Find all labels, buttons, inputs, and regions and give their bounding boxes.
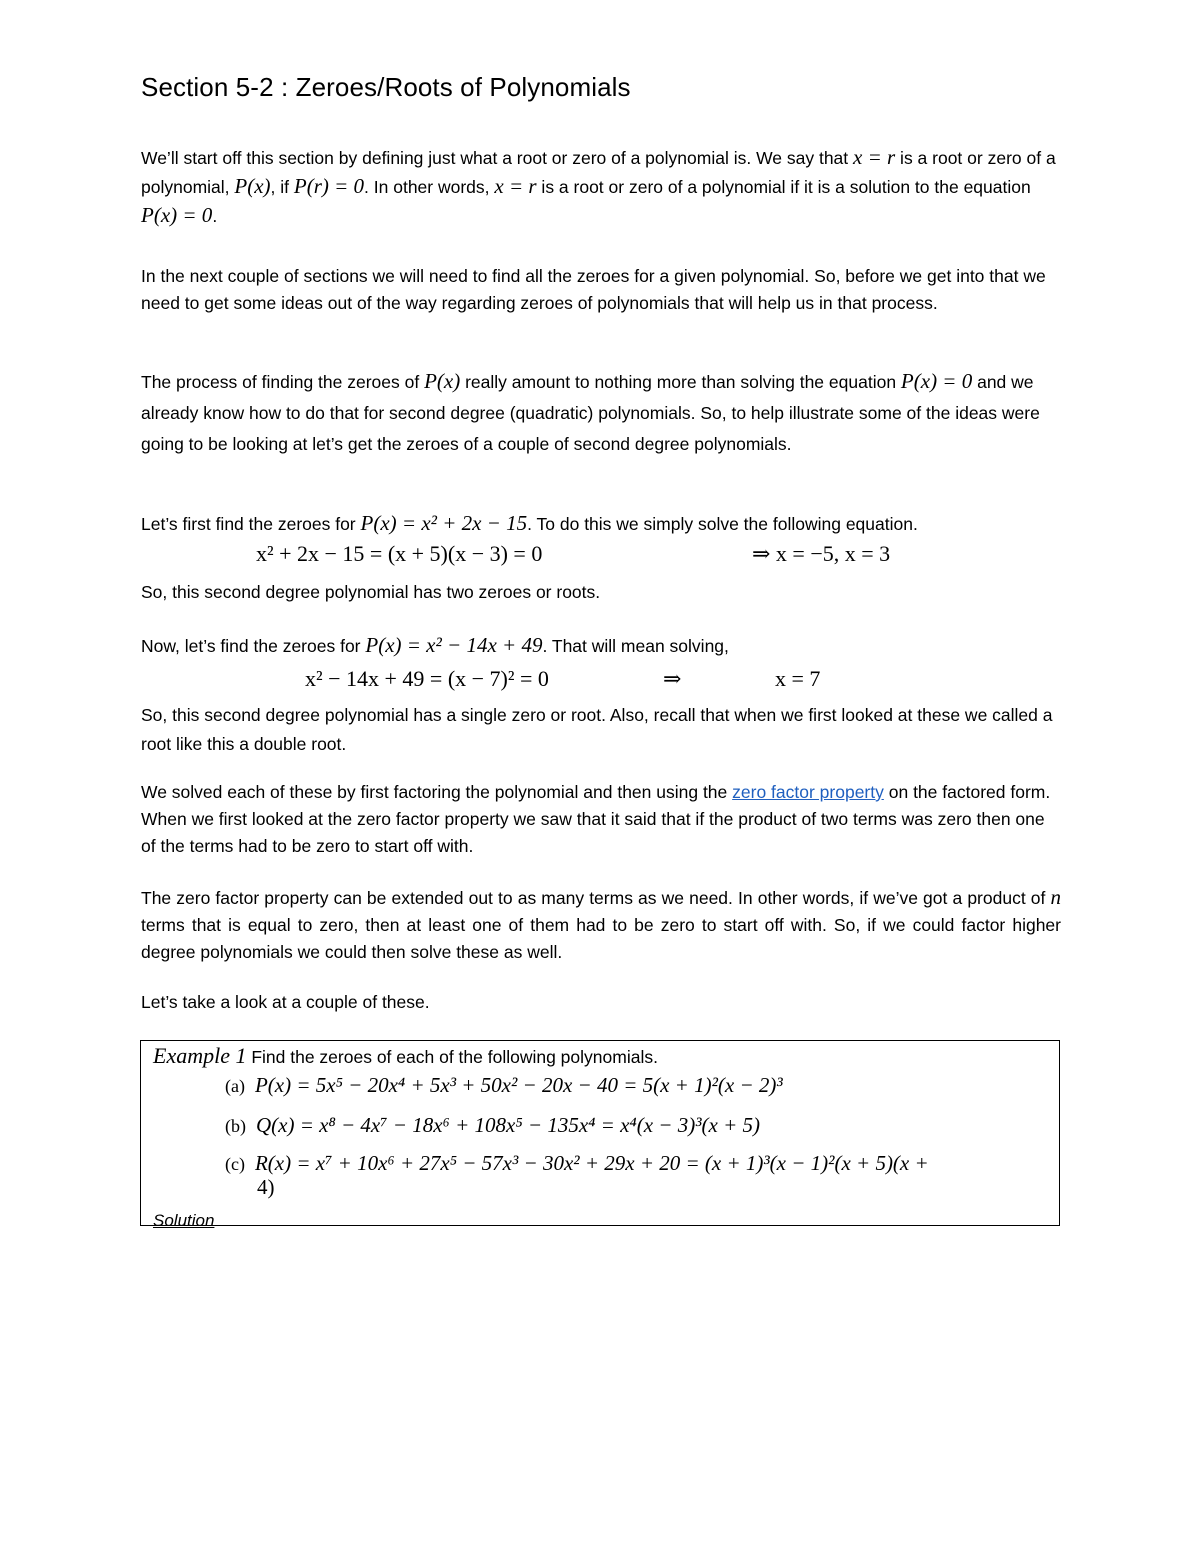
- equation-1-right: ⇒ x = −5, x = 3: [752, 541, 891, 566]
- text: The zero factor property can be extended out to as many terms as we need. In other words, if we’ve got a product of: [141, 888, 1051, 908]
- example-box: [140, 1040, 1060, 1230]
- text: . In other words,: [364, 177, 495, 197]
- paragraph-double-root: So, this second degree polynomial has a single zero or root. Also, recall that when we first looked at these we called a root like this a double root.: [141, 705, 1053, 754]
- text: is a root or zero of a polynomial,: [141, 148, 1056, 197]
- part-tag: (a): [225, 1076, 245, 1096]
- equation-2-arrow: ⇒: [663, 666, 682, 691]
- example-part-c: [225, 1151, 929, 1176]
- text: terms that is equal to zero, then at least one of them had to be zero to start off with. So, if we could factor higher degree polynomials we could then solve these as well.: [141, 915, 1061, 962]
- text: We’ll start off this section by defining just what a root or zero of a polynomial is. We say that: [141, 148, 854, 168]
- equation-2-left: x² − 14x + 49 = (x − 7)² = 0: [305, 666, 549, 691]
- math-inline: x = r: [853, 145, 896, 169]
- text: . That will mean solving,: [542, 636, 729, 656]
- paragraph-two-roots: So, this second degree polynomial has two zeroes or roots.: [141, 582, 601, 602]
- math-inline: P(x) = x² + 2x − 15: [360, 511, 528, 535]
- example-part-b: [225, 1113, 760, 1138]
- paragraph-process: [141, 366, 1061, 460]
- paragraph-intro: In the next couple of sections we will need to find all the zeroes for a given polynomial. So, before we get into that we need to get some ideas out of the way regarding zeroes of polynomials that will help us in that process.: [141, 266, 1046, 313]
- text: and we already know how to do that for second degree (quadratic) polynomials. So, to help illustrate some of the ideas were going to be looking at let’s get the zeroes of a couple of second degree polynomials.: [141, 372, 1040, 454]
- text: The process of finding the zeroes of: [141, 372, 425, 392]
- text: . To do this we simply solve the following equation.: [527, 514, 918, 534]
- paragraph-second-example: [141, 631, 1061, 660]
- text: Now, let’s find the zeroes for: [141, 636, 366, 656]
- zero-factor-property-link[interactable]: zero factor property: [732, 782, 884, 802]
- part-tag: (c): [225, 1154, 245, 1174]
- example-label: Example 1: [153, 1043, 247, 1068]
- polynomial: R(x) = x⁷ + 10x⁶ + 27x⁵ − 57x³ − 30x² + 29x + 20 = (x + 1)³(x − 1)²(x + 5)(x +: [254, 1151, 929, 1175]
- equation-2-right: x = 7: [775, 666, 821, 691]
- math-inline: P(x): [234, 174, 271, 198]
- part-tag: (b): [225, 1116, 246, 1136]
- equation-1-left: x² + 2x − 15 = (x + 5)(x − 3) = 0: [256, 541, 543, 566]
- polynomial: P(x) = 5x⁵ − 20x⁴ + 5x³ + 50x² − 20x − 40 = 5(x + 1)²(x − 2)³: [254, 1073, 783, 1097]
- paragraph-zero-factor: [141, 779, 1061, 860]
- example-part-a: [225, 1073, 783, 1098]
- example-heading: [153, 1043, 658, 1069]
- math-inline: P(r) = 0: [293, 174, 365, 198]
- text: really amount to nothing more than solving the equation: [460, 372, 901, 392]
- math-inline: n: [1050, 885, 1061, 909]
- math-inline: P(x) = 0: [141, 203, 213, 227]
- text: is a root or zero of a polynomial if it is a solution to the equation: [536, 177, 1031, 197]
- text: We solved each of these by first factoring the polynomial and then using the: [141, 782, 733, 802]
- text: .: [212, 206, 218, 226]
- math-inline: P(x) = x² − 14x + 49: [365, 633, 543, 657]
- math-inline: P(x): [424, 369, 461, 393]
- paragraph-first-example: [141, 509, 1061, 538]
- math-inline: P(x) = 0: [900, 369, 973, 393]
- polynomial: Q(x) = x⁸ − 4x⁷ − 18x⁶ + 108x⁵ − 135x⁴ = x⁴(x − 3)³(x + 5): [256, 1113, 760, 1137]
- solution-link[interactable]: Solution: [153, 1211, 215, 1230]
- paragraph-extension: [141, 884, 1061, 966]
- example-prompt: Find the zeroes of each of the following polynomials.: [246, 1047, 658, 1067]
- text: on the factored form. When we first looked at the zero factor property we saw that it said that if the product of two terms was zero then one of the terms had to be zero to start off with.: [141, 782, 1051, 856]
- example-part-c-continued: 4): [257, 1175, 275, 1199]
- paragraph-definition: [141, 143, 1061, 230]
- page-title: Section 5-2 : Zeroes/Roots of Polynomials: [141, 72, 631, 102]
- math-inline: x = r: [494, 174, 537, 198]
- text: , if: [270, 177, 294, 197]
- text: Let’s first find the zeroes for: [141, 514, 361, 534]
- paragraph-lead-in: Let’s take a look at a couple of these.: [141, 992, 430, 1012]
